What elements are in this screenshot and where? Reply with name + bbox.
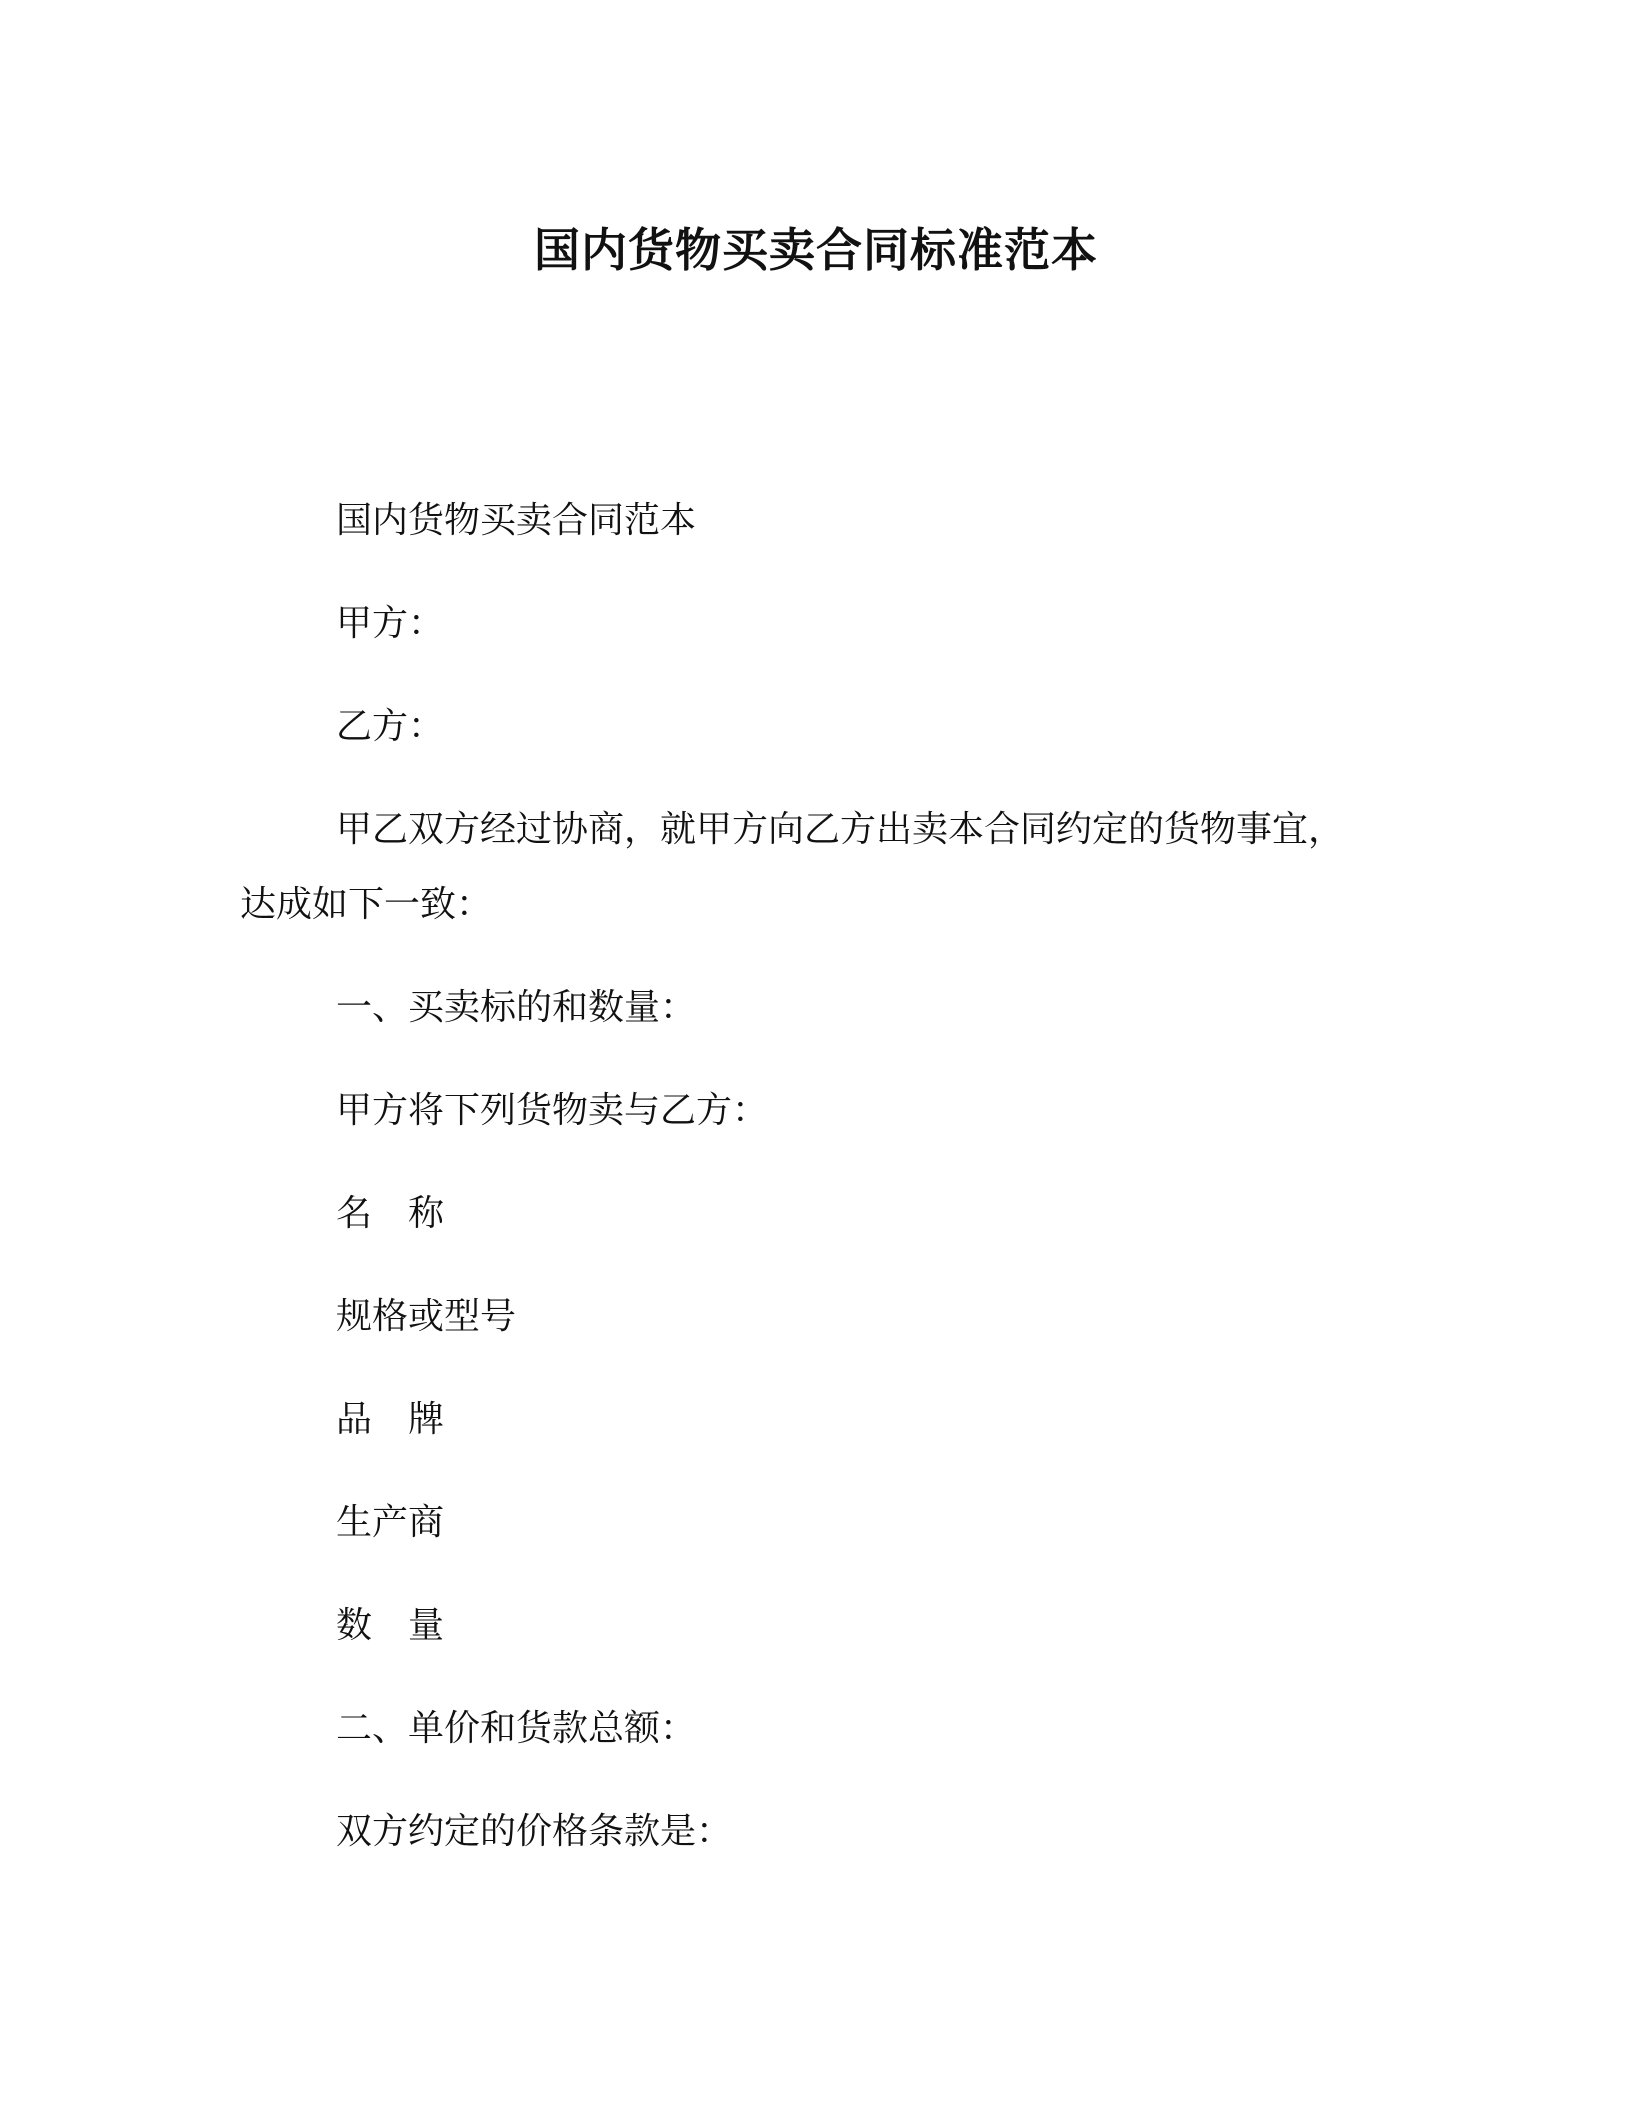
item-name-label: 名 称 bbox=[336, 1193, 445, 1234]
party-b-label: 乙方： bbox=[336, 706, 445, 747]
intro-paragraph-line-2: 达成如下一致： bbox=[240, 884, 493, 925]
item-manufacturer-label: 生产商 bbox=[336, 1502, 445, 1543]
section-2-heading: 二、单价和货款总额： bbox=[336, 1708, 697, 1749]
party-a-label: 甲方： bbox=[336, 603, 445, 644]
section-2-intro: 双方约定的价格条款是： bbox=[336, 1811, 733, 1852]
item-spec-label: 规格或型号 bbox=[336, 1296, 517, 1337]
section-1-intro: 甲方将下列货物卖与乙方： bbox=[336, 1090, 769, 1131]
section-1-heading: 一、买卖标的和数量： bbox=[336, 987, 697, 1028]
item-brand-label: 品 牌 bbox=[336, 1399, 445, 1440]
intro-paragraph-line-1: 甲乙双方经过协商，就甲方向乙方出卖本合同约定的货物事宜， bbox=[336, 809, 1345, 850]
item-quantity-label: 数 量 bbox=[336, 1605, 445, 1646]
contract-subtitle: 国内货物买卖合同范本 bbox=[336, 500, 697, 541]
document-title: 国内货物买卖合同标准范本 bbox=[534, 223, 1098, 277]
